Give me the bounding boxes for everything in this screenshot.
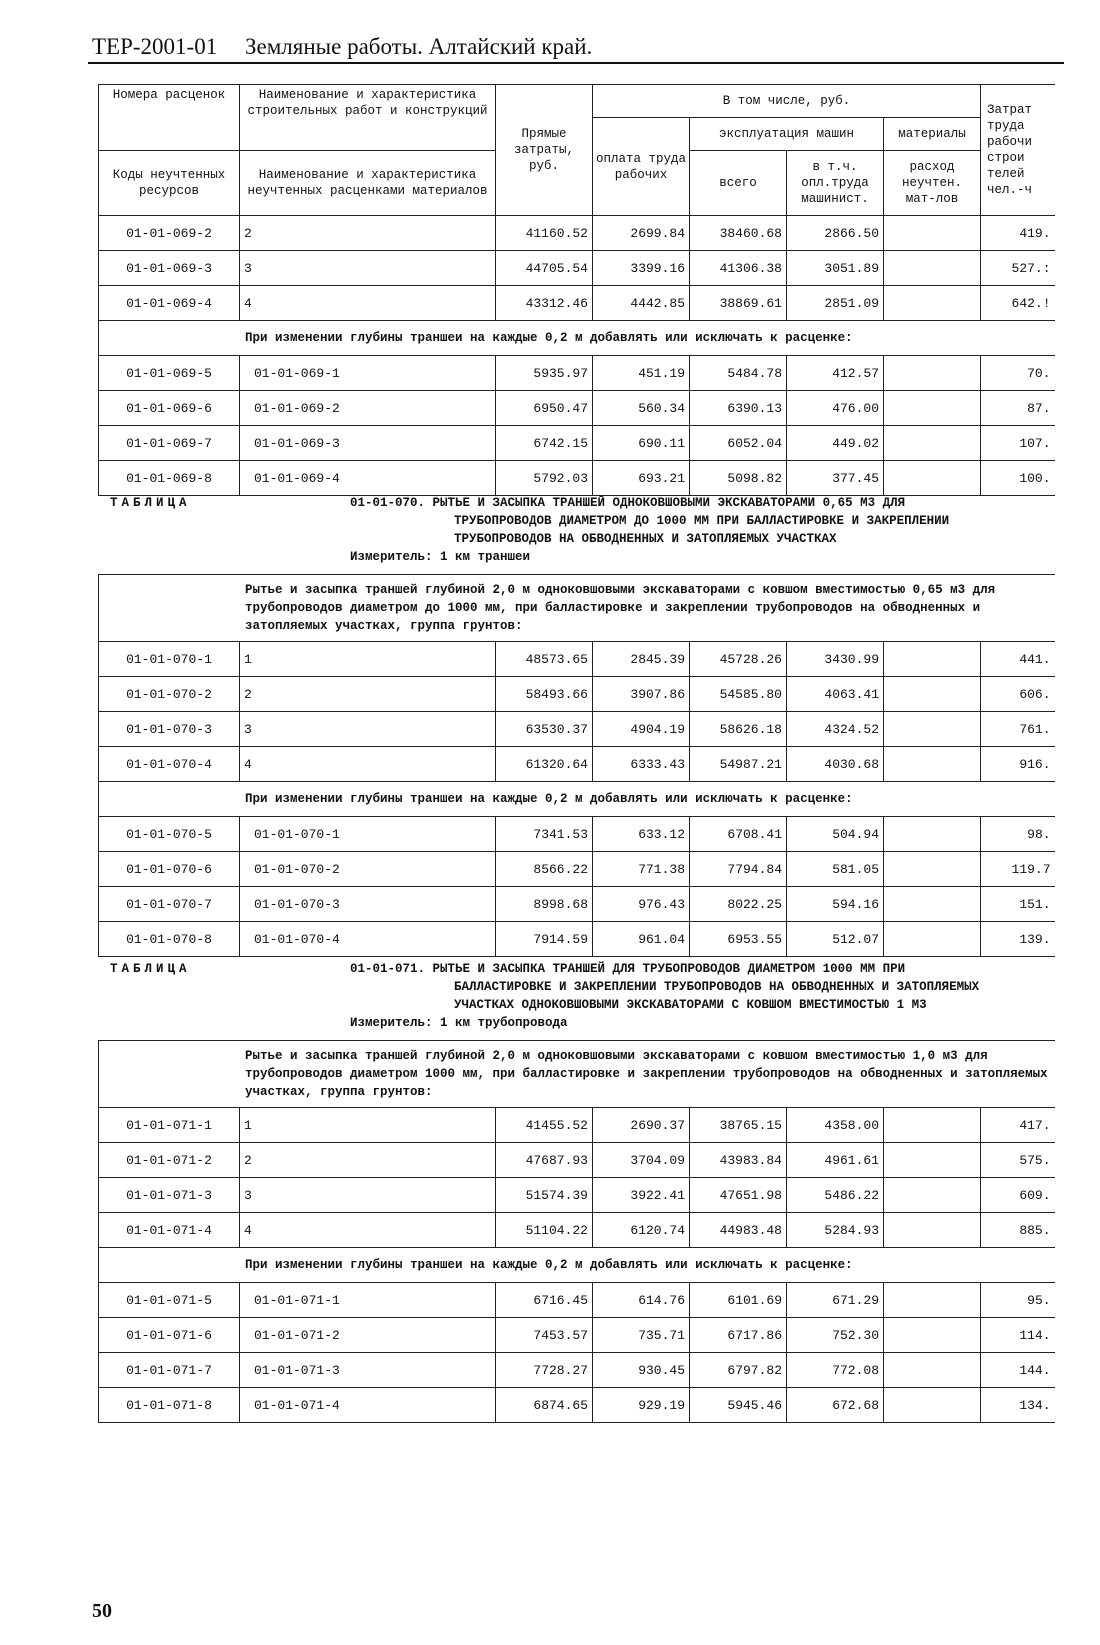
direct-costs-cell: 41160.52 [496,216,593,251]
direct-costs-cell: 5792.03 [496,461,593,496]
table-row [99,1318,1055,1353]
rate-code-cell: 01-01-070-8 [99,922,240,957]
col-labor-costs: Затрат труда рабочи строи телей чел.-ч [981,85,1055,216]
materials-cell [884,887,981,922]
machine-ops-cell: 6953.55 [690,922,787,957]
col-including: В том числе, руб. [593,85,981,118]
rate-name-cell: 4 [240,1213,496,1248]
labor-pay-cell: 3399.16 [593,251,690,286]
rate-name-cell: 01-01-071-1 [240,1283,496,1318]
labor-pay-cell: 2699.84 [593,216,690,251]
table-row [99,1353,1055,1388]
labor-costs-cell: 107. [981,426,1055,461]
machine-ops-cell: 5098.82 [690,461,787,496]
rate-code-cell: 01-01-071-2 [99,1143,240,1178]
table-row [99,1108,1055,1143]
machine-ops-cell: 5484.78 [690,356,787,391]
table-071-measure: Измеритель: 1 км трубопровода [350,1016,568,1030]
machine-ops-cell: 47651.98 [690,1178,787,1213]
table-row [99,286,1055,321]
labor-pay-cell: 3704.09 [593,1143,690,1178]
operator-pay-cell: 5284.93 [787,1213,884,1248]
materials-cell [884,852,981,887]
operator-pay-cell: 4063.41 [787,677,884,712]
table-row [99,642,1055,677]
materials-cell [884,712,981,747]
materials-cell [884,426,981,461]
direct-costs-cell: 7914.59 [496,922,593,957]
intro-row [99,575,1055,642]
operator-pay-cell: 512.07 [787,922,884,957]
rate-name-cell: 2 [240,1143,496,1178]
machine-ops-cell: 6717.86 [690,1318,787,1353]
direct-costs-cell: 48573.65 [496,642,593,677]
caption-line-3: УЧАСТКАХ ОДНОКОВШОВЫМИ ЭКСКАВАТОРАМИ С КОВШОМ ВМЕСТИМОСТЬЮ 1 М3 [454,998,927,1012]
labor-pay-cell: 633.12 [593,817,690,852]
rates-table-069 [98,84,1055,496]
machine-ops-cell: 38869.61 [690,286,787,321]
operator-pay-cell: 504.94 [787,817,884,852]
operator-pay-cell: 672.68 [787,1388,884,1423]
labor-pay-cell: 451.19 [593,356,690,391]
direct-costs-cell: 7728.27 [496,1353,593,1388]
table-row [99,1213,1055,1248]
rate-name-cell: 01-01-070-4 [240,922,496,957]
rate-code-cell: 01-01-070-4 [99,747,240,782]
labor-costs-cell: 417. [981,1108,1055,1143]
labor-costs-cell: 419. [981,216,1055,251]
materials-cell [884,1178,981,1213]
materials-cell [884,1108,981,1143]
table-row [99,461,1055,496]
operator-pay-cell: 4358.00 [787,1108,884,1143]
machine-ops-cell: 5945.46 [690,1388,787,1423]
rate-name-cell: 1 [240,642,496,677]
rate-code-cell: 01-01-071-3 [99,1178,240,1213]
materials-cell [884,642,981,677]
materials-cell [884,747,981,782]
materials-cell [884,922,981,957]
rate-name-cell: 3 [240,251,496,286]
table-071-intro: Рытье и засыпка траншей глубиной 2,0 м одноковшовыми экскаваторами с ковшом вместимостью 1,0 м3 для трубопроводов диаметром 1000 мм, при балластировке и закреплении трубопроводов на обводненных и затопляемых участках, группа грунтов: [99,1041,1055,1108]
operator-pay-cell: 2866.50 [787,216,884,251]
depth-note: При изменении глубины траншеи на каждые 0,2 м добавлять или исключать к расценке: [99,782,1055,817]
machine-ops-cell: 44983.48 [690,1213,787,1248]
rates-table-070 [98,574,1055,957]
rate-name-cell: 01-01-071-2 [240,1318,496,1353]
table-row [99,817,1055,852]
machine-ops-cell: 7794.84 [690,852,787,887]
rate-name-cell: 01-01-070-1 [240,817,496,852]
depth-note-row [99,1248,1055,1283]
column-header-row-1 [99,85,1055,118]
depth-note: При изменении глубины траншеи на каждые 0,2 м добавлять или исключать к расценке: [99,321,1055,356]
table-070-caption [110,494,1070,570]
header-code: ТЕР-2001-01 [92,34,218,59]
caption-line-1: 01-01-071. РЫТЬЕ И ЗАСЫПКА ТРАНШЕЙ ДЛЯ ТРУБОПРОВОДОВ ДИАМЕТРОМ 1000 ММ ПРИ [350,962,906,976]
table-row [99,887,1055,922]
operator-pay-cell: 3051.89 [787,251,884,286]
direct-costs-cell: 51104.22 [496,1213,593,1248]
direct-costs-cell: 6874.65 [496,1388,593,1423]
table-row [99,1283,1055,1318]
machine-ops-cell: 43983.84 [690,1143,787,1178]
table-row [99,251,1055,286]
table-row [99,747,1055,782]
labor-costs-cell: 606. [981,677,1055,712]
col-unaccounted-usage: расход неучтен. мат-лов [884,151,981,216]
direct-costs-cell: 8566.22 [496,852,593,887]
table-row [99,391,1055,426]
rate-name-cell: 01-01-071-3 [240,1353,496,1388]
rate-code-cell: 01-01-070-5 [99,817,240,852]
materials-cell [884,1388,981,1423]
caption-line-1: 01-01-070. РЫТЬЕ И ЗАСЫПКА ТРАНШЕЙ ОДНОКОВШОВЫМИ ЭКСКАВАТОРАМИ 0,65 М3 ДЛЯ [350,496,906,510]
labor-costs-cell: 761. [981,712,1055,747]
operator-pay-cell: 4324.52 [787,712,884,747]
labor-costs-cell: 144. [981,1353,1055,1388]
operator-pay-cell: 3430.99 [787,642,884,677]
labor-pay-cell: 560.34 [593,391,690,426]
direct-costs-cell: 6950.47 [496,391,593,426]
table-row [99,922,1055,957]
col-labor-pay: оплата труда рабочих [593,118,690,216]
table-row [99,216,1055,251]
operator-pay-cell: 5486.22 [787,1178,884,1213]
labor-costs-cell: 642.! [981,286,1055,321]
direct-costs-cell: 7453.57 [496,1318,593,1353]
table-row [99,712,1055,747]
materials-cell [884,391,981,426]
table-070-title [350,494,1070,548]
caption-line-2: БАЛЛАСТИРОВКЕ И ЗАКРЕПЛЕНИИ ТРУБОПРОВОДОВ НА ОБВОДНЕННЫХ И ЗАТОПЛЯЕМЫХ [454,980,980,994]
labor-pay-cell: 690.11 [593,426,690,461]
direct-costs-cell: 6742.15 [496,426,593,461]
rate-code-cell: 01-01-070-2 [99,677,240,712]
operator-pay-cell: 581.05 [787,852,884,887]
direct-costs-cell: 6716.45 [496,1283,593,1318]
col-name-works: Наименование и характеристика строительных работ и конструкций [240,85,496,151]
col-name-materials: Наименование и характеристика неучтенных расценками материалов [240,151,496,216]
materials-cell [884,216,981,251]
depth-note: При изменении глубины траншеи на каждые 0,2 м добавлять или исключать к расценке: [99,1248,1055,1283]
machine-ops-cell: 6052.04 [690,426,787,461]
table-070-measure: Измеритель: 1 км траншеи [350,550,531,564]
direct-costs-cell: 5935.97 [496,356,593,391]
materials-cell [884,251,981,286]
table-row [99,356,1055,391]
table-row [99,852,1055,887]
rate-name-cell: 01-01-071-4 [240,1388,496,1423]
machine-ops-cell: 8022.25 [690,887,787,922]
rate-name-cell: 3 [240,712,496,747]
direct-costs-cell: 63530.37 [496,712,593,747]
direct-costs-cell: 47687.93 [496,1143,593,1178]
machine-ops-cell: 58626.18 [690,712,787,747]
rate-name-cell: 01-01-070-2 [240,852,496,887]
machine-ops-cell: 6797.82 [690,1353,787,1388]
labor-pay-cell: 3922.41 [593,1178,690,1213]
direct-costs-cell: 7341.53 [496,817,593,852]
labor-costs-cell: 114. [981,1318,1055,1353]
labor-pay-cell: 2845.39 [593,642,690,677]
rate-code-cell: 01-01-070-7 [99,887,240,922]
materials-cell [884,677,981,712]
labor-costs-cell: 95. [981,1283,1055,1318]
labor-pay-cell: 929.19 [593,1388,690,1423]
rate-name-cell: 01-01-070-3 [240,887,496,922]
direct-costs-cell: 8998.68 [496,887,593,922]
operator-pay-cell: 671.29 [787,1283,884,1318]
intro-row [99,1041,1055,1108]
caption-line-3: ТРУБОПРОВОДОВ НА ОБВОДНЕННЫХ И ЗАТОПЛЯЕМЫХ УЧАСТКАХ [454,532,837,546]
labor-pay-cell: 3907.86 [593,677,690,712]
machine-ops-cell: 6101.69 [690,1283,787,1318]
rate-code-cell: 01-01-070-3 [99,712,240,747]
header-title: Земляные работы. Алтайский край. [245,34,593,59]
rate-code-cell: 01-01-071-6 [99,1318,240,1353]
labor-costs-cell: 119.7 [981,852,1055,887]
rate-name-cell: 01-01-069-3 [240,426,496,461]
rate-code-cell: 01-01-070-6 [99,852,240,887]
rate-code-cell: 01-01-069-5 [99,356,240,391]
operator-pay-cell: 772.08 [787,1353,884,1388]
materials-cell [884,1143,981,1178]
rate-name-cell: 01-01-069-4 [240,461,496,496]
rate-name-cell: 2 [240,216,496,251]
rate-code-cell: 01-01-071-4 [99,1213,240,1248]
operator-pay-cell: 377.45 [787,461,884,496]
labor-costs-cell: 70. [981,356,1055,391]
operator-pay-cell: 4030.68 [787,747,884,782]
labor-costs-cell: 134. [981,1388,1055,1423]
col-total: всего [690,151,787,216]
machine-ops-cell: 6390.13 [690,391,787,426]
rate-code-cell: 01-01-071-1 [99,1108,240,1143]
labor-costs-cell: 609. [981,1178,1055,1213]
direct-costs-cell: 61320.64 [496,747,593,782]
labor-costs-cell: 151. [981,887,1055,922]
materials-cell [884,1283,981,1318]
labor-costs-cell: 139. [981,922,1055,957]
rate-name-cell: 2 [240,677,496,712]
machine-ops-cell: 45728.26 [690,642,787,677]
col-direct-costs: Прямые затраты, руб. [496,85,593,216]
labor-pay-cell: 4904.19 [593,712,690,747]
depth-note-row [99,782,1055,817]
direct-costs-cell: 43312.46 [496,286,593,321]
labor-pay-cell: 614.76 [593,1283,690,1318]
rate-code-cell: 01-01-069-2 [99,216,240,251]
table-row [99,677,1055,712]
labor-pay-cell: 693.21 [593,461,690,496]
table-label: ТАБЛИЦА [110,962,191,976]
labor-costs-cell: 916. [981,747,1055,782]
labor-costs-cell: 100. [981,461,1055,496]
rate-code-cell: 01-01-069-3 [99,251,240,286]
rate-code-cell: 01-01-070-1 [99,642,240,677]
table-row [99,1388,1055,1423]
labor-pay-cell: 4442.85 [593,286,690,321]
operator-pay-cell: 4961.61 [787,1143,884,1178]
depth-note-row [99,321,1055,356]
rate-code-cell: 01-01-069-8 [99,461,240,496]
operator-pay-cell: 594.16 [787,887,884,922]
materials-cell [884,817,981,852]
labor-pay-cell: 6333.43 [593,747,690,782]
table-row [99,1178,1055,1213]
rates-table-071 [98,1040,1055,1423]
labor-pay-cell: 930.45 [593,1353,690,1388]
direct-costs-cell: 58493.66 [496,677,593,712]
materials-cell [884,1353,981,1388]
operator-pay-cell: 412.57 [787,356,884,391]
materials-cell [884,356,981,391]
rate-code-cell: 01-01-071-5 [99,1283,240,1318]
page-number: 50 [92,1600,112,1622]
materials-cell [884,461,981,496]
machine-ops-cell: 54585.80 [690,677,787,712]
operator-pay-cell: 752.30 [787,1318,884,1353]
rate-name-cell: 01-01-069-2 [240,391,496,426]
rate-name-cell: 3 [240,1178,496,1213]
table-071-title [350,960,1070,1014]
labor-costs-cell: 575. [981,1143,1055,1178]
labor-pay-cell: 2690.37 [593,1108,690,1143]
labor-costs-cell: 87. [981,391,1055,426]
materials-cell [884,1318,981,1353]
materials-cell [884,1213,981,1248]
operator-pay-cell: 476.00 [787,391,884,426]
labor-pay-cell: 735.71 [593,1318,690,1353]
table-label: ТАБЛИЦА [110,496,191,510]
labor-costs-cell: 441. [981,642,1055,677]
rate-code-cell: 01-01-069-4 [99,286,240,321]
machine-ops-cell: 41306.38 [690,251,787,286]
rate-name-cell: 4 [240,747,496,782]
labor-costs-cell: 885. [981,1213,1055,1248]
machine-ops-cell: 54987.21 [690,747,787,782]
col-incl-operator: в т.ч. опл.труда машинист. [787,151,884,216]
table-071-caption [110,960,1070,1036]
labor-costs-cell: 527.: [981,251,1055,286]
labor-pay-cell: 976.43 [593,887,690,922]
caption-line-2: ТРУБОПРОВОДОВ ДИАМЕТРОМ ДО 1000 ММ ПРИ БАЛЛАСТИРОВКЕ И ЗАКРЕПЛЕНИИ [454,514,950,528]
col-machine-ops: эксплуатация машин [690,118,884,151]
rate-code-cell: 01-01-071-8 [99,1388,240,1423]
col-codes: Коды неучтенных ресурсов [99,151,240,216]
rate-name-cell: 1 [240,1108,496,1143]
direct-costs-cell: 41455.52 [496,1108,593,1143]
direct-costs-cell: 51574.39 [496,1178,593,1213]
rate-name-cell: 4 [240,286,496,321]
labor-pay-cell: 961.04 [593,922,690,957]
labor-pay-cell: 771.38 [593,852,690,887]
rate-code-cell: 01-01-071-7 [99,1353,240,1388]
rate-name-cell: 01-01-069-1 [240,356,496,391]
direct-costs-cell: 44705.54 [496,251,593,286]
table-row [99,1143,1055,1178]
rate-code-cell: 01-01-069-6 [99,391,240,426]
header-rule [88,62,1064,64]
operator-pay-cell: 2851.09 [787,286,884,321]
machine-ops-cell: 6708.41 [690,817,787,852]
col-rate-numbers: Номера расценок [99,85,240,151]
rate-code-cell: 01-01-069-7 [99,426,240,461]
materials-cell [884,286,981,321]
labor-costs-cell: 98. [981,817,1055,852]
machine-ops-cell: 38460.68 [690,216,787,251]
table-row [99,426,1055,461]
table-070-intro: Рытье и засыпка траншей глубиной 2,0 м одноковшовыми экскаваторами с ковшом вместимостью 0,65 м3 для трубопроводов диаметром до 1000 мм, при балластировке и закреплении трубопроводов на обводненных и затопляемых участках, группа грунтов: [99,575,1055,642]
labor-pay-cell: 6120.74 [593,1213,690,1248]
machine-ops-cell: 38765.15 [690,1108,787,1143]
operator-pay-cell: 449.02 [787,426,884,461]
col-materials: материалы [884,118,981,151]
